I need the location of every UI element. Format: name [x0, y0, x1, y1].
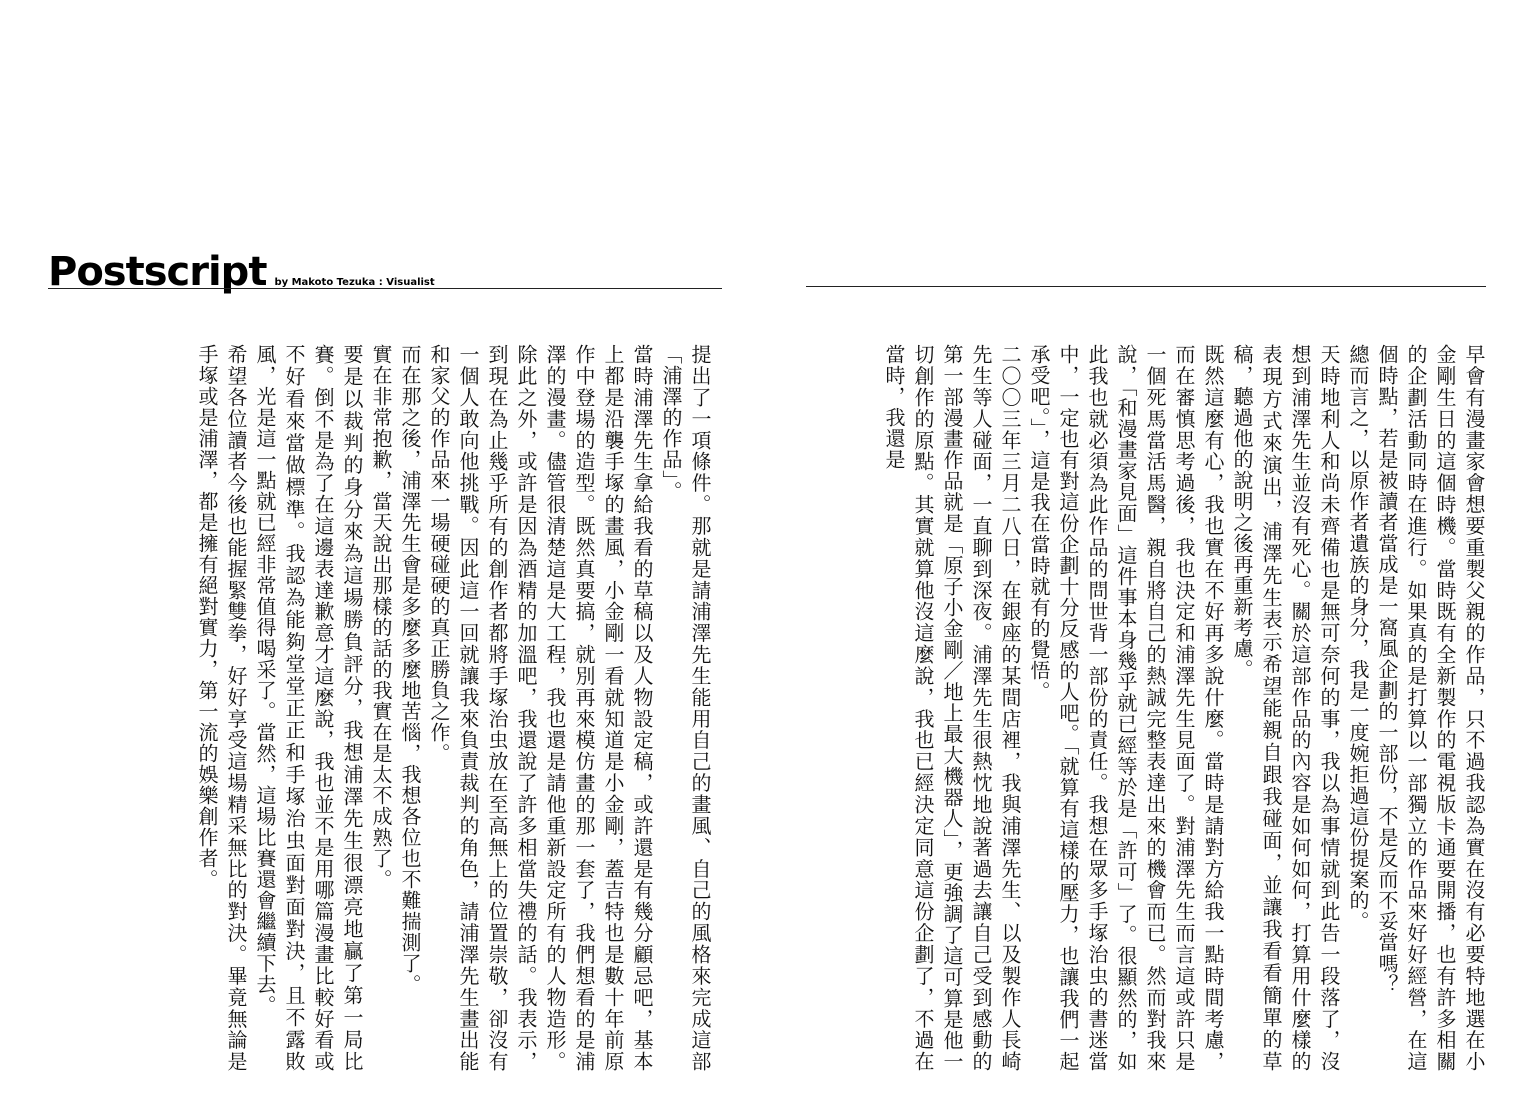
paragraph: 天時地利人和尚未齊備也是無可奈何的事，我以為事情就到此告一段落了，沒想到浦澤先生並沒有死心。關於這部作品的內容是如何如何，打算用什麼樣的表現方式來演出，浦澤先生表示希望能親自跟我碰面，並讓我看看簡單的草稿，聽過他的說明之後再重新考慮。 — [1230, 344, 1341, 1072]
right-page — [764, 0, 1528, 1120]
paragraph: 希望各位讀者今後也能握緊雙拳，好好享受這場精采無比的對決。畢竟無論是手塚或是浦澤，都是擁有絕對實力，第一流的娛樂創作者。 — [195, 344, 248, 1072]
paragraph: 二〇〇三年三月二八日，在銀座的某間店裡，我與浦澤先生、以及製作人長崎先生等人碰面，一直聊到深夜。浦澤先生很熱忱地說著過去讓自己受到感動的第一部漫畫作品就是「原子小金剛／地上最大機器人」，更強調了這可算是他一切創作的原點。其實就算他沒這麼說，我也已經決定同意這份企劃了，不過在當時，我還是 — [882, 344, 1022, 1072]
page-title: Postscript — [48, 249, 267, 295]
left-page-text-column — [114, 344, 714, 1072]
header-rule-left — [48, 288, 722, 289]
right-page-text-column — [882, 344, 1488, 1072]
paragraph: 既然這麼有心，我也實在不好再多說什麼。當時是請對方給我一點時間考慮，而在審慎思考過後，我也決定和浦澤先生見面了。對浦澤先生而言這或許只是一個死馬當活馬醫，親自將自己的熱誠完整表達出來的機會而已。然而對我來說，「和漫畫家見面」這件事本身幾乎就已經等於是「許可」了。很顯然的，如此我也就必須為此作品的問世背一部份的責任。我想在眾多手塚治虫的書迷當中，一定也有對這份企劃十分反感的人吧。「就算有這樣的壓力，也讓我們一起承受吧。」，這是我在當時就有的覺悟。 — [1027, 344, 1225, 1072]
paragraph: 而在那之後，浦澤先生會是多麼多麼地苦惱，我想各位也不難揣測了。 — [398, 344, 422, 995]
paragraph: 當時浦澤先生拿給我看的草稿以及人物設定稿，或許還是有幾分顧忌吧，基本上都是沿襲手塚的畫風，小金剛一看就知道是小金剛，蓋吉特也是數十年前原作中登場的造型。既然真要搞，就別再來模仿畫的那一套了，我們想看的是浦澤的漫畫。儘管很清楚這是大工程，我也還是請他重新設定所有的人物造形。除此之外，或許是因為酒精的加溫吧，我還說了許多相當失禮的話。我表示，到現在為止幾乎所有的創作者都將手塚治虫放在至高無上的位置崇敬，卻沒有一個人敢向他挑戰。因此這一回就讓我來負責裁判的角色，請浦澤先生畫出能和家父的作品來一場硬碰硬的真正勝負之作。 — [427, 344, 654, 1072]
paragraph: 總而言之，以原作者遺族的身分，我是一度婉拒過這份提案的。 — [1346, 344, 1370, 932]
paragraph: 實在非常抱歉，當天說出那樣的話的我實在是太不成熟了。 — [369, 344, 393, 890]
postscript-heading — [48, 249, 435, 295]
paragraph: 早會有漫畫家會想要重製父親的作品，只不過我認為實在沒有必要特地選在小金剛生日的這個時機。當時既有全新製作的電視版卡通要開播，也有許多相關的企劃活動同時在進行。如果真的是打算以一部獨立的作品來好好經營，在這個時點，若是被讀者當成是一窩風企劃的一部份，不是反而不妥當嗎？ — [1375, 344, 1486, 1072]
author-byline: by Makoto Tezuka : Visualist — [274, 277, 435, 288]
paragraph: 要是以裁判的身分來為這場勝負評分，我想浦澤先生很漂亮地贏了第一局比賽。倒不是為了在這邊表達歉意才這麼說，我也並不是用哪篇漫畫比較好看或不好看來當做標準。我認為能夠堂堂正正和手塚治虫面對面對決，且不露敗風，光是這一點就已經非常值得喝采了。當然，這場比賽還會繼續下去。 — [253, 344, 364, 1072]
paragraph: 提出了一項條件。那就是請浦澤先生能用自己的畫風、自己的風格來完成這部「浦澤的作品」。 — [659, 344, 712, 1072]
header-rule-right — [806, 286, 1486, 287]
